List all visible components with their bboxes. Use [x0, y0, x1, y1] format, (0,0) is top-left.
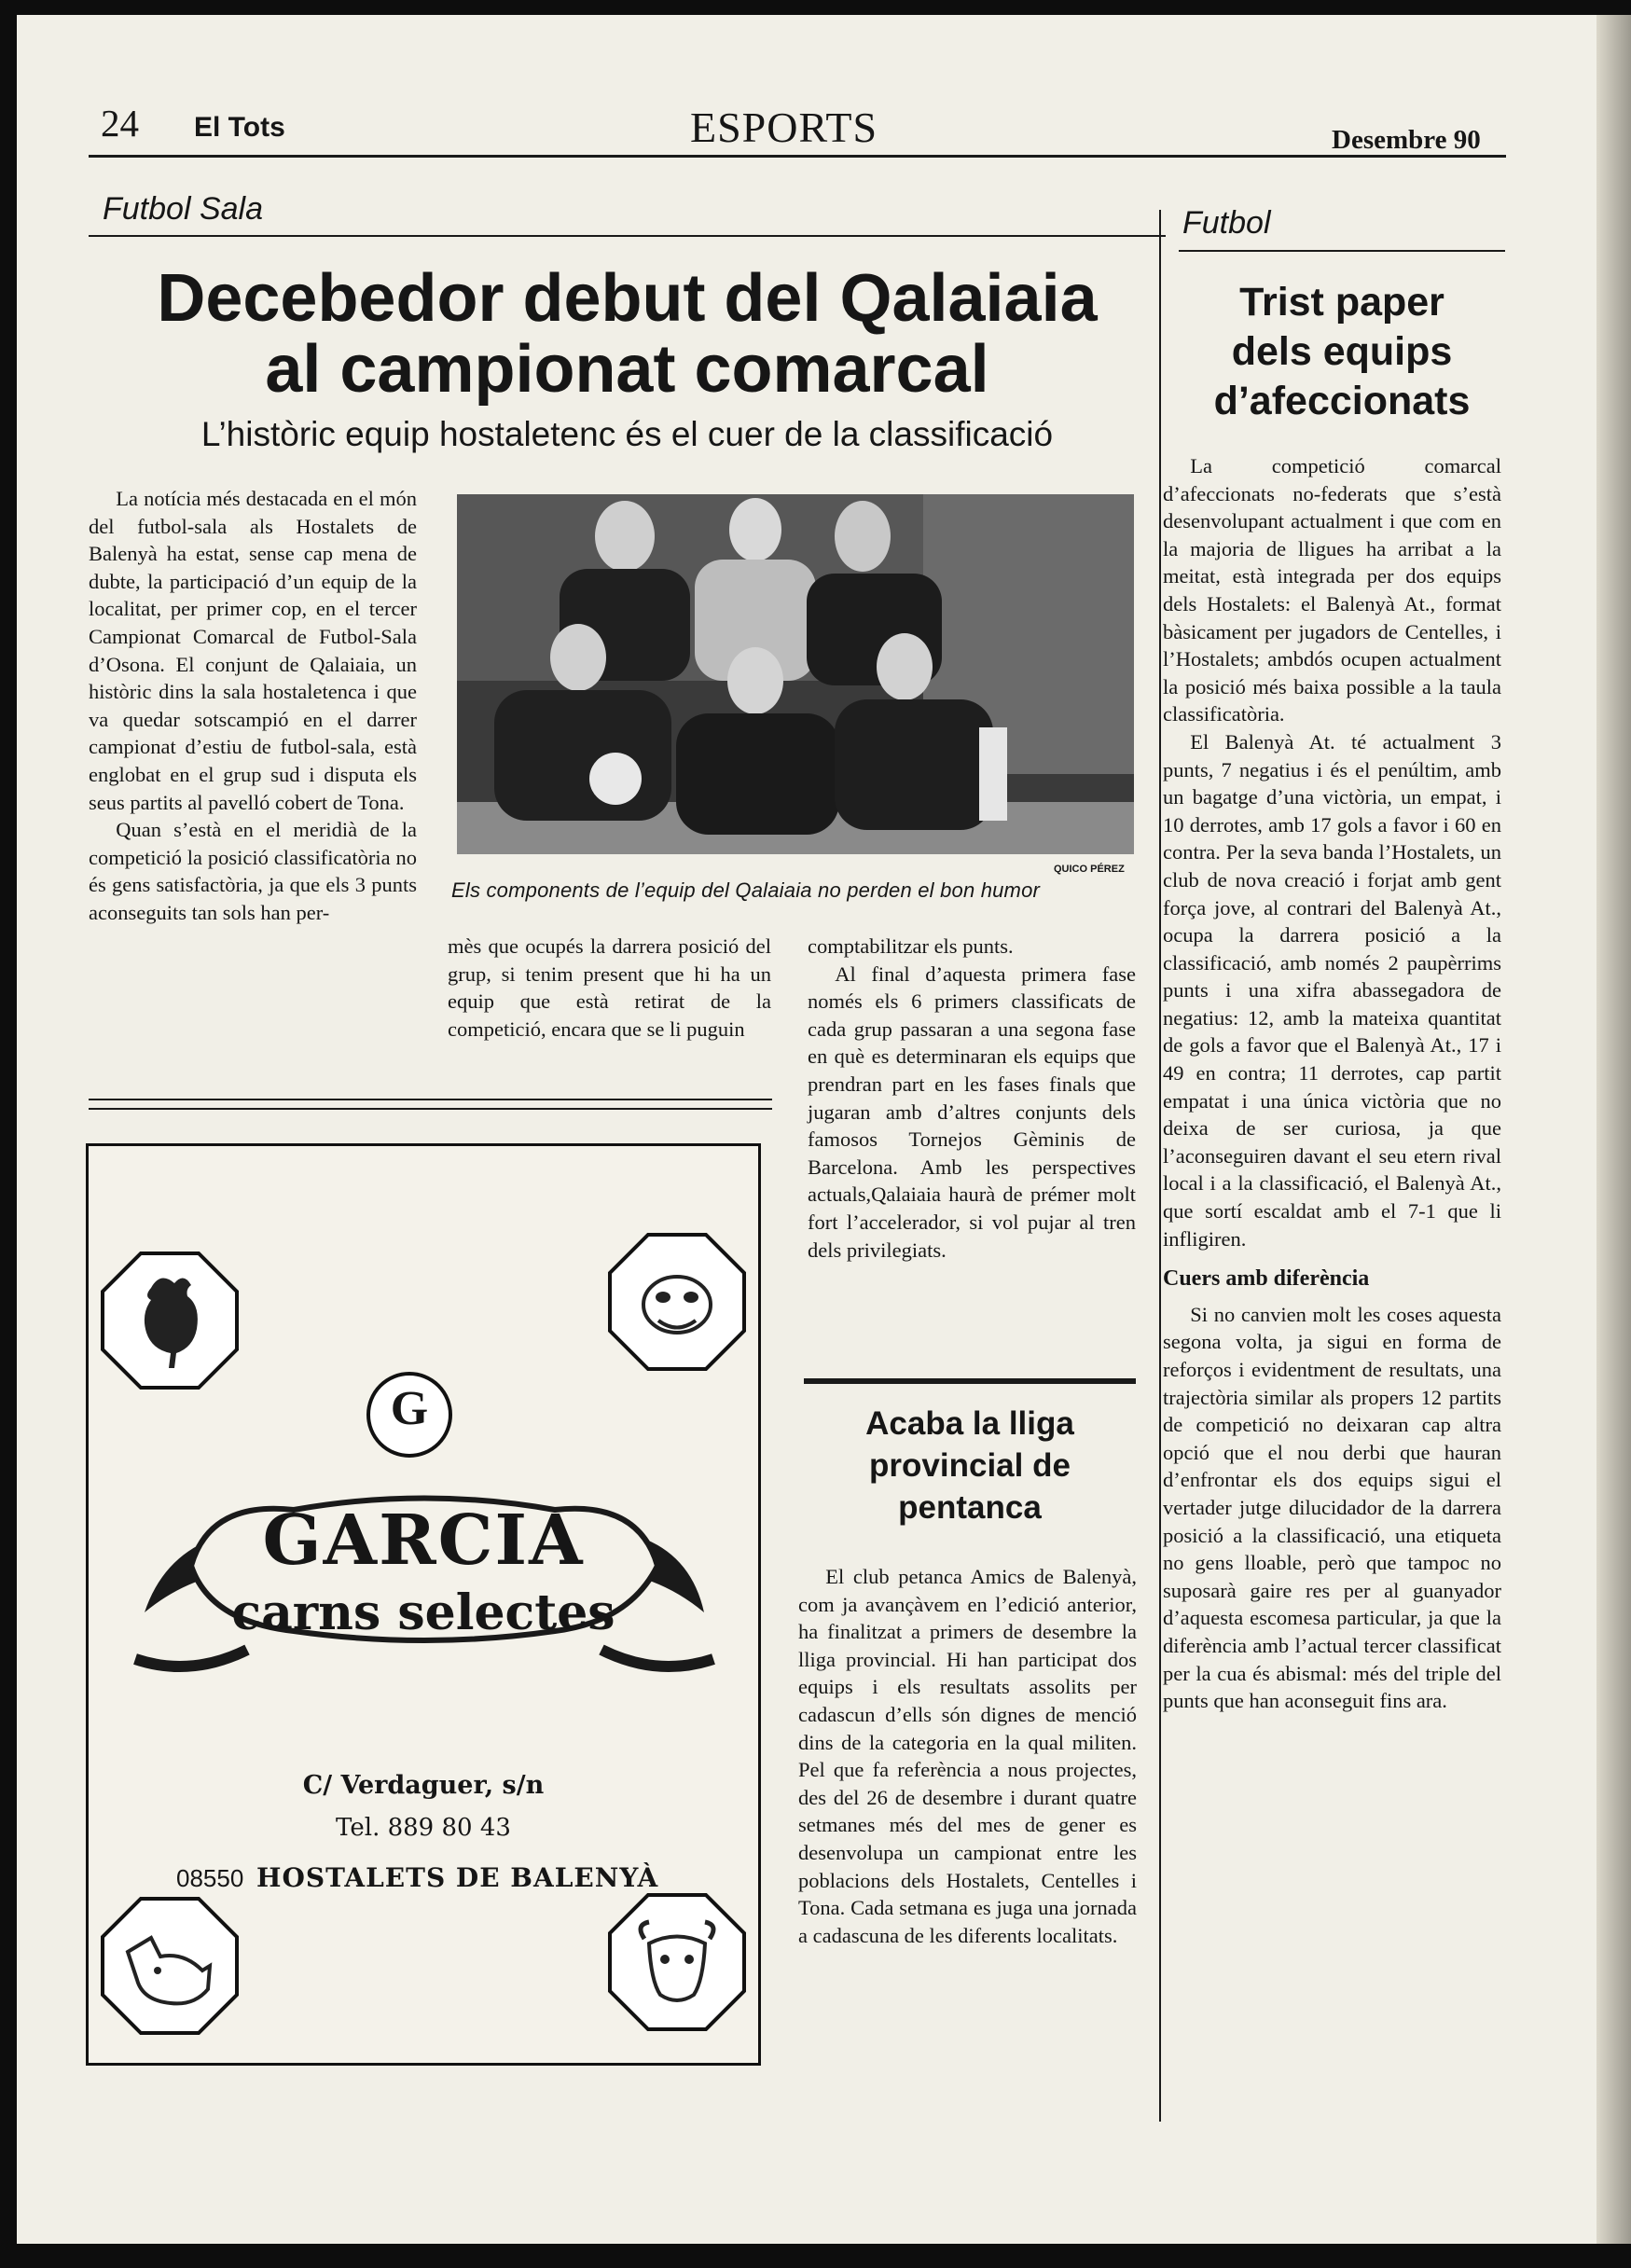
side-headline: [1179, 278, 1505, 426]
advertiser-postcode: 08550: [176, 1864, 244, 1892]
section-divider: [89, 1099, 772, 1100]
main-col1-paragraph: Quan s’està en el meridià de la competició la posició classificatòria no és gens satisfactòria, ja que els 3 punts aconseguits tan sols han per-: [89, 818, 417, 924]
page-number: 24: [101, 102, 139, 145]
section-divider: [89, 1108, 772, 1110]
petanca-body: [798, 1563, 1137, 1949]
publication-name: El Tots: [194, 112, 285, 143]
petanca-paragraph: El club petanca Amics de Balenyà, com ja avançàvem en l’edició anterior, ha finalitzat a primers de desembre la lliga provincial. Hi han participat dos equips i els resultats assolits per cadascun d’ells són dignes de menció dins de la categoria en la qual militen. Pel que fa referència a nous projectes, des del 26 de desembre i durant quatre setmanes més del mes de gener es desenvolupa un campionat entre les poblacions dels Hostalets, Centelles i Tona. Cada setmana es juga una jornada a cadascuna de les diferents localitats.: [798, 1565, 1137, 1947]
main-headline-line1: Decebedor debut del Qalaiaia: [157, 261, 1098, 336]
main-col3-paragraph: comptabilitzar els punts.: [808, 934, 1014, 958]
main-category: Futbol Sala: [103, 191, 263, 227]
sheep-icon: [607, 1232, 747, 1372]
side-category: Futbol: [1182, 205, 1271, 241]
team-photo: [457, 494, 1134, 854]
main-category-rule: [89, 235, 1166, 237]
issue-date: Desembre 90: [1332, 125, 1481, 155]
main-headline-line2: al campionat comarcal: [265, 332, 989, 407]
side-paragraph: La competició comarcal d’afeccionats no-federats que s’està desenvolupant actualment i que com en la majoria de lligues ha arribat a la meitat, està integrada per dos equips dels Hostalets: el Balenyà At., format bàsicament per jugadors de Centelles, i l’Hostalets; ambdós ocupen actualment la posició més baixa possible a la taula classificatòria.: [1163, 454, 1501, 726]
main-headline: [89, 263, 1166, 405]
rooster-icon: [100, 1251, 240, 1390]
photo-credit: QUICO PÉREZ: [1054, 864, 1125, 875]
main-column-2: [448, 933, 771, 1043]
pig-icon: [100, 1896, 240, 2036]
side-headline-line3: d’afeccionats: [1213, 379, 1471, 423]
main-col2-paragraph: mès que ocupés la darrera posició del grup, si tenim present que hi ha un equip que està retirat de la competició, encara que se li puguin: [448, 934, 771, 1041]
petanca-headline-line2: provincial de: [869, 1447, 1071, 1484]
main-col1-paragraph: La notícia més destacada en el món del futbol-sala als Hostalets de Balenyà ha estat, sense cap mena de dubte, la participació d’un equip de la localitat, per primer cop, en el tercer Campionat Comarcal de Futbol-Sala d’Osona. El conjunt de Qalaiaia, un històric dins la sala hostaletenca i que va quedar sotscampió en el darrer campionat d’estiu de futbol-sala, està englobat en el grup sud i disputa els seus partits al pavelló cobert de Tona.: [89, 487, 417, 814]
section-title: ESPORTS: [690, 104, 878, 151]
side-subhead: Cuers amb diferència: [1163, 1266, 1370, 1292]
main-col3-paragraph: Al final d’aquesta primera fase només els 6 primers classificats de cada grup passaran a una segona fase en què es determinaran els equips que prendran part en les fases finals que jugaran amb d’altres conjunts dels famosos Tornejos Gèminis de Barcelona. Amb les perspectives actuals,Qalaiaia haurà de prémer molt fort l’accelerador, si vol pujar al tren dels privilegiats.: [808, 961, 1136, 1262]
header-rule: [89, 155, 1506, 158]
photo-caption: Els components de l’equip del Qalaiaia no perden el bon humor: [451, 878, 1041, 902]
main-column-1: [89, 485, 417, 927]
petanca-headline: [804, 1403, 1136, 1528]
side-category-rule: [1179, 250, 1505, 252]
column-rule: [1159, 210, 1161, 2122]
advertiser-name: GARCIA: [262, 1500, 585, 1581]
side-headline-line1: Trist paper: [1239, 280, 1444, 325]
petanca-headline-line1: Acaba la lliga: [865, 1405, 1074, 1442]
petanca-top-rule: [804, 1378, 1136, 1384]
garcia-advertisement: [86, 1143, 761, 2066]
advertiser-phone: Tel. 889 80 43: [336, 1814, 511, 1842]
side-body: [1163, 452, 1501, 1715]
page-edge: [1596, 15, 1631, 2244]
side-headline-line2: dels equips: [1231, 329, 1453, 374]
cow-icon: [607, 1892, 747, 2032]
petanca-headline-line3: pentanca: [898, 1489, 1042, 1526]
main-column-3: [808, 933, 1136, 1264]
main-subheadline: L’històric equip hostaletenc és el cuer de la classificació: [200, 415, 1054, 453]
advertiser-address: C/ Verdaguer, s/n: [302, 1771, 545, 1800]
medallion-letter: G: [390, 1382, 429, 1435]
side-paragraph: El Balenyà At. té actualment 3 punts, 7 negatius i és el penúltim, amb un bagatge d’una victòria, un empat, i 10 derrotes, amb 17 gols a favor i 60 en contra. Per la seva banda l’Hostalets, un club de nova creació i forjat amb gent força jove, al contrari del Balenyà At., ocupa la darrera posició a la classificació, amb només 2 paupèrrims punts i una xifra abassegadora de negatius: 12, amb la mateixa quantitat de gols a favor que el Balenyà At., 17 i 49 en contra; 11 derrotes, cap partit empatat i una única victòria que no deixa de ser curiosa, ja que l’aconseguiren davant el seu etern rival local i a la classificació, el Balenyà At., que sortí escaldat amb el 7-1 que li infligiren.: [1163, 729, 1501, 1251]
team-photo-image: [457, 494, 1134, 854]
advertiser-town: HOSTALETS DE BALENYÀ: [256, 1862, 659, 1893]
side-paragraph: Si no canvien molt les coses aquesta segona volta, ja sigui en forma de reforços i evidentment de resultats, una trajectòria similar als propers 12 partits de competició no deixaran cap altra opció que el nou derbi que hauran d’enfrontar els dos equips sigui el vertader jutge dilucidador de la darrera posició a la classificació, una etiqueta no gens lloable, però que tampoc no suposarà gaire res per al guanyador d’aquesta escomesa particular, ja que la diferència amb l’actual tercer classificat per la cua és abismal: més del triple del punts que han aconseguit fins ara.: [1163, 1302, 1501, 1713]
advertiser-tagline: carns selectes: [231, 1584, 615, 1641]
